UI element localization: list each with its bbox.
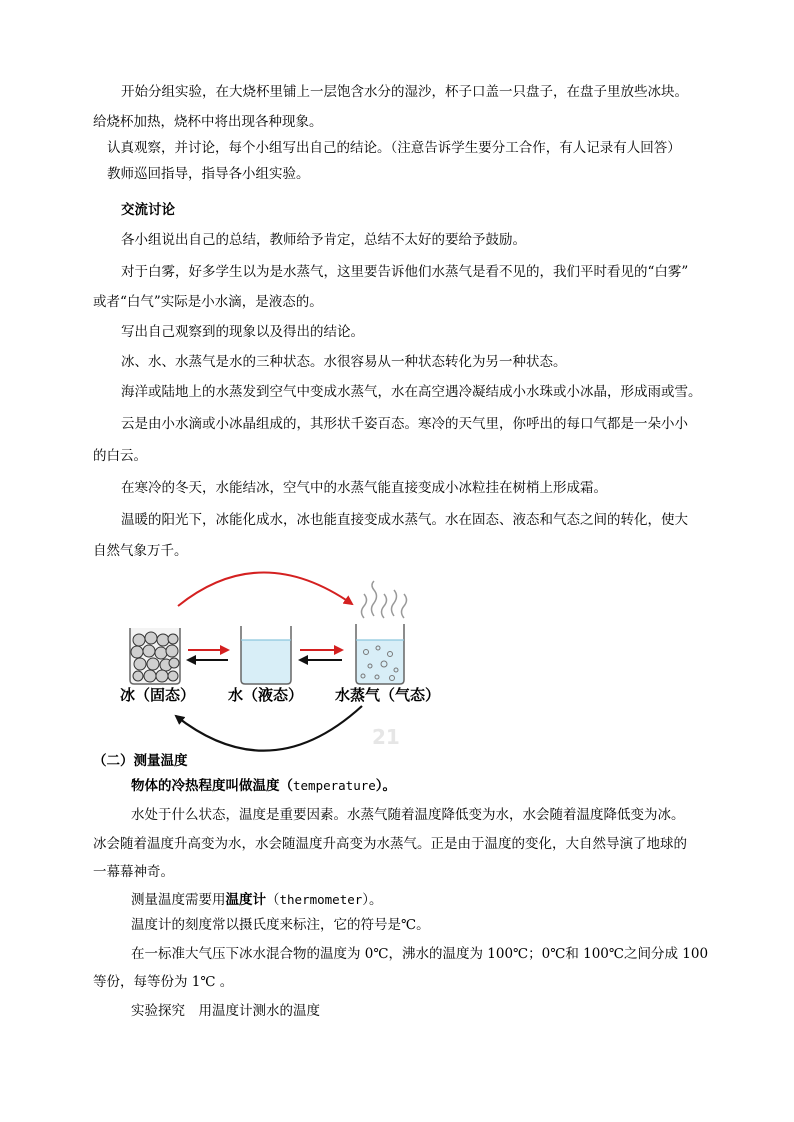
paragraph-line: 开始分组实验，在大烧杯里铺上一层饱含水分的湿沙，杯子口盖一只盘子，在盘子里放些冰块。 — [121, 84, 688, 100]
paragraph-line: 在寒冷的冬天，水能结冰，空气中的水蒸气能直接变成小冰粒挂在树梢上形成霜。 — [121, 480, 607, 496]
paragraph-line: 各小组说出自己的总结，教师给予肯定，总结不太好的要给予鼓励。 — [121, 232, 526, 248]
thermometer-line — [131, 890, 383, 910]
paragraph-line: 给烧杯加热，烧杯中将出现各种现象。 — [93, 114, 323, 130]
paragraph-line: 在一标准大气压下冰水混合物的温度为 0℃，沸水的温度为 100℃；0℃和 100℃之间分成 100 — [131, 946, 709, 962]
paragraph-line: 或者“白气”实际是小水滴，是液态的。 — [93, 294, 323, 310]
paragraph-line: 写出自己观察到的现象以及得出的结论。 — [121, 324, 364, 340]
definition-term: temperature — [293, 778, 376, 793]
paragraph-line: 实验探究 用温度计测水的温度 — [131, 1003, 320, 1019]
paragraph-line: 自然气象万千。 — [93, 543, 188, 559]
definition-prefix: 物体的冷热程度叫做温度（ — [131, 778, 293, 794]
ice-beaker — [130, 628, 180, 684]
paragraph-line: 一幕幕神奇。 — [93, 864, 174, 880]
paragraph-line: 冰、水、水蒸气是水的三种状态。水很容易从一种状态转化为另一种状态。 — [121, 354, 567, 370]
section-heading: （二）测量温度 — [93, 753, 188, 769]
paragraph-line: 温暖的阳光下，冰能化成水，冰也能直接变成水蒸气。水在固态、液态和气态之间的转化，使大 — [121, 512, 688, 528]
definition-suffix: ）。 — [375, 778, 397, 794]
paragraph-line: 冰会随着温度升高变为水，水会随温度升高变为水蒸气。正是由于温度的变化，大自然导演了地球的 — [93, 836, 687, 852]
ice-label: 冰（固态） — [120, 686, 196, 704]
thermometer-suffix: ）。 — [362, 892, 383, 908]
paragraph-line: 对于白雾，好多学生以为是水蒸气，这里要告诉他们水蒸气是看不见的，我们平时看见的“白雾” — [121, 264, 689, 280]
paragraph-line: 水处于什么状态，温度是重要因素。水蒸气随着温度降低变为水，水会随着温度降低变为冰。 — [131, 807, 685, 823]
section-heading: 交流讨论 — [121, 202, 175, 218]
paragraph-line: 的白云。 — [93, 448, 147, 464]
diagram-svg — [110, 560, 455, 755]
paren-open: （ — [266, 892, 280, 908]
paragraph-line: 温度计的刻度常以摄氏度来标注，它的符号是℃。 — [131, 917, 430, 933]
paragraph-line: 海洋或陆地上的水蒸发到空气中变成水蒸气，水在高空遇冷凝结成小水珠或小冰晶，形成雨或雪。 — [121, 384, 702, 400]
paragraph-line: 云是由小水滴或小冰晶组成的，其形状千姿百态。寒冷的天气里，你呼出的每口气都是一朵小小 — [121, 416, 688, 432]
sublimation-arrow — [178, 572, 352, 606]
thermometer-prefix: 测量温度需要用 — [131, 892, 226, 908]
water-label: 水（液态） — [228, 686, 304, 704]
thermometer-term: 温度计 — [225, 892, 266, 908]
vapor-label: 水蒸气（气态） — [335, 686, 441, 704]
deposition-arrow — [176, 706, 362, 751]
water-beaker — [241, 626, 291, 684]
watermark: 21 — [372, 725, 400, 749]
paragraph-line: 等份，每等份为 1℃ 。 — [93, 974, 234, 990]
definition-line — [131, 776, 396, 796]
paragraph-line: 认真观察，并讨论，每个小组写出自己的结论。（注意告诉学生要分工合作，有人记录有人回答） — [107, 140, 681, 156]
vapor-beaker — [356, 581, 407, 684]
paragraph-line: 教师巡回指导，指导各小组实验。 — [107, 166, 310, 182]
thermometer-english: thermometer — [279, 892, 363, 907]
water-states-diagram — [110, 560, 455, 755]
